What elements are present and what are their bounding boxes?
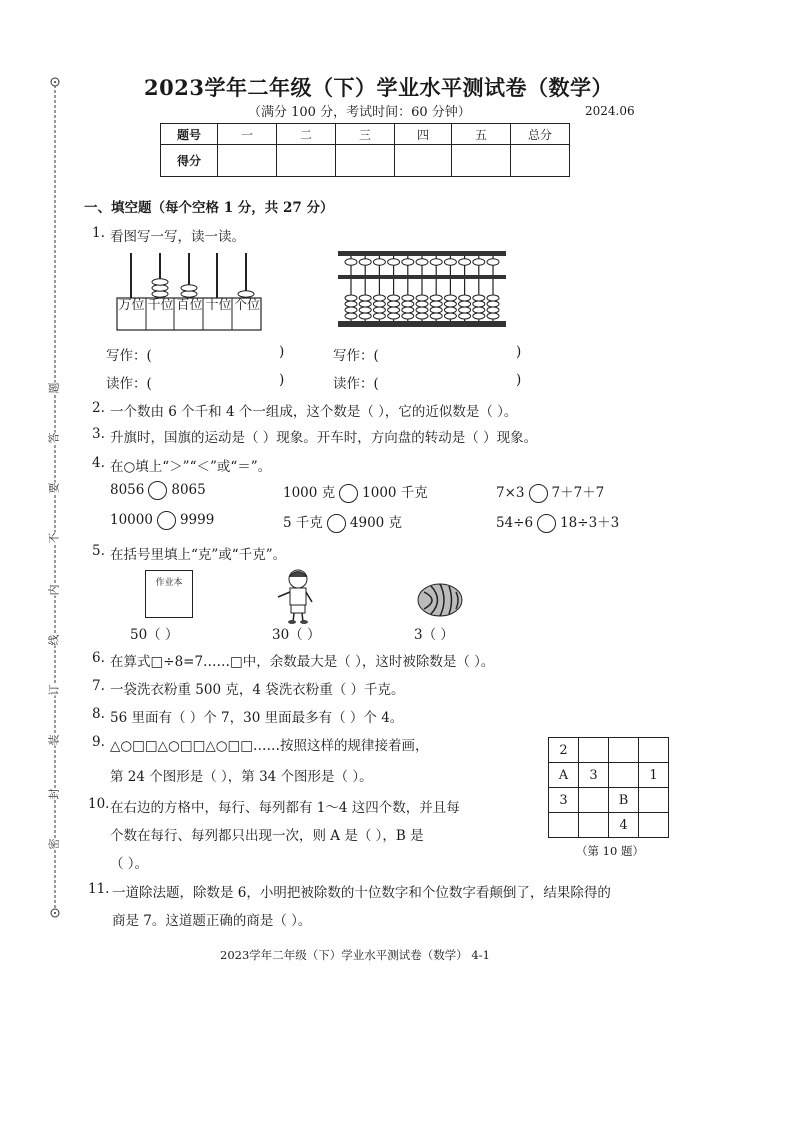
question-text: 个数在每行、每列都只出现一次，则 A 是（ ），B 是 bbox=[110, 828, 424, 844]
abacus-bead bbox=[388, 295, 400, 301]
abacus-bead bbox=[430, 301, 442, 307]
page-title: 2023学年二年级（下）学业水平测试卷（数学） bbox=[144, 75, 613, 100]
binding-char: 不 bbox=[47, 532, 61, 544]
abacus-bead bbox=[430, 259, 442, 265]
question-number: 5. bbox=[92, 543, 105, 559]
score-header-cell: 三 bbox=[336, 124, 395, 145]
abacus-bead bbox=[487, 295, 499, 301]
abacus-bead bbox=[487, 259, 499, 265]
compare-right: 1000 千克 bbox=[362, 485, 428, 501]
abacus-bead bbox=[359, 259, 371, 265]
score-field[interactable] bbox=[277, 145, 336, 177]
compare-left: 5 千克 bbox=[283, 515, 323, 531]
abacus-bead bbox=[402, 295, 414, 301]
abacus-bead bbox=[416, 313, 428, 319]
score-header-cell: 二 bbox=[277, 124, 336, 145]
abacus-bead bbox=[430, 295, 442, 301]
abacus-bead bbox=[345, 313, 357, 319]
binding-char: 线 bbox=[47, 634, 61, 646]
abacus-bead bbox=[487, 301, 499, 307]
score-header-cell: 四 bbox=[395, 124, 452, 145]
place-label: 千位 bbox=[147, 298, 174, 313]
score-field[interactable] bbox=[511, 145, 570, 177]
abacus-bead bbox=[345, 307, 357, 313]
question-text: 一个数由 6 个千和 4 个一组成，这个数是（ ），它的近似数是（ ）。 bbox=[110, 404, 518, 420]
binding-char: 订 bbox=[47, 684, 61, 696]
compare-item bbox=[496, 511, 619, 533]
notebook-image bbox=[145, 570, 193, 618]
score-row-label: 得分 bbox=[161, 145, 218, 177]
question-text: 商是 7。这道题正确的商是（ ）。 bbox=[112, 913, 312, 929]
abacus-bead bbox=[459, 307, 471, 313]
question-text: 在算式□÷8=7……□中，余数最大是（ ），这时被除数是（ ）。 bbox=[110, 654, 495, 670]
compare-left: 8056 bbox=[110, 482, 145, 498]
abacus-bead bbox=[416, 295, 428, 301]
grid-cell: 1 bbox=[639, 763, 669, 788]
compare-circle[interactable] bbox=[148, 481, 167, 500]
abacus-bead bbox=[402, 259, 414, 265]
question-text: 在○填上“＞”“＜”或“＝”。 bbox=[110, 459, 272, 475]
place-value-abacus bbox=[116, 250, 262, 334]
abacus-bead bbox=[416, 301, 428, 307]
bracket-close: ) bbox=[516, 372, 522, 388]
place-label: 个位 bbox=[233, 298, 260, 313]
abacus-bead bbox=[487, 313, 499, 319]
question-number: 10. bbox=[88, 796, 110, 812]
exam-date: 2024.06 bbox=[585, 104, 635, 118]
abacus-bead bbox=[402, 307, 414, 313]
compare-circle[interactable] bbox=[529, 484, 548, 503]
watermelon-image bbox=[416, 582, 464, 618]
compare-left: 1000 克 bbox=[283, 485, 336, 501]
question-number: 7. bbox=[92, 678, 105, 694]
page-footer: 2023学年二年级（下）学业水平测试卷（数学） 4-1 bbox=[220, 948, 490, 962]
question-text: 看图写一写，读一读。 bbox=[110, 229, 245, 245]
notebook-label: 作业本 bbox=[155, 578, 183, 588]
abacus-bead bbox=[373, 259, 385, 265]
abacus-bead bbox=[459, 301, 471, 307]
grid-caption: （第 10 题） bbox=[576, 844, 644, 858]
question-number: 3. bbox=[92, 426, 105, 442]
abacus-bead bbox=[444, 313, 456, 319]
abacus-bead bbox=[444, 307, 456, 313]
abacus-bead bbox=[459, 295, 471, 301]
question-number: 1. bbox=[92, 225, 105, 241]
question-text: 第 24 个图形是（ ），第 34 个图形是（ ）。 bbox=[110, 769, 373, 785]
abacus-bead bbox=[459, 313, 471, 319]
binding-char: 封 bbox=[47, 788, 61, 800]
question-text: 升旗时，国旗的运动是（ ）现象。开车时，方向盘的转动是（ ）现象。 bbox=[110, 430, 538, 446]
place-label: 百位 bbox=[176, 298, 203, 313]
abacus-bead bbox=[473, 313, 485, 319]
compare-circle[interactable] bbox=[327, 514, 346, 533]
write-label-right: 写作：( bbox=[333, 348, 379, 364]
score-header-cell: 五 bbox=[452, 124, 511, 145]
binding-char: 装 bbox=[47, 734, 61, 746]
abacus-bead bbox=[373, 301, 385, 307]
compare-item bbox=[283, 481, 428, 503]
binding-char: 题 bbox=[47, 382, 61, 394]
question-number: 9. bbox=[92, 734, 105, 750]
binding-char: 内 bbox=[47, 584, 61, 596]
fill-item: 3（ ） bbox=[414, 627, 454, 643]
abacus-bead bbox=[388, 307, 400, 313]
score-header-cell: 一 bbox=[218, 124, 277, 145]
abacus-bead bbox=[373, 313, 385, 319]
place-label: 十位 bbox=[205, 298, 232, 313]
compare-circle[interactable] bbox=[157, 511, 176, 530]
abacus-bead bbox=[416, 259, 428, 265]
abacus-bead bbox=[345, 295, 357, 301]
fill-item: 30（ ） bbox=[272, 627, 321, 643]
abacus-bead bbox=[345, 259, 357, 265]
grid-cell bbox=[609, 763, 639, 788]
question-text: （ ）。 bbox=[110, 856, 149, 872]
abacus-bead bbox=[345, 301, 357, 307]
question-number: 8. bbox=[92, 706, 105, 722]
abacus-bead bbox=[388, 301, 400, 307]
grid-cell bbox=[609, 738, 639, 763]
question-number: 4. bbox=[92, 455, 105, 471]
compare-item bbox=[496, 481, 604, 503]
grid-cell bbox=[579, 788, 609, 813]
abacus-bead bbox=[430, 307, 442, 313]
compare-circle[interactable] bbox=[339, 484, 358, 503]
score-field[interactable] bbox=[218, 145, 277, 177]
compare-right: 18÷3＋3 bbox=[560, 515, 620, 531]
abacus-bead bbox=[444, 301, 456, 307]
compare-left: 7×3 bbox=[496, 485, 525, 501]
abacus-bead bbox=[388, 259, 400, 265]
grid-cell: 4 bbox=[609, 813, 639, 838]
binding-char: 密 bbox=[47, 838, 61, 850]
compare-circle[interactable] bbox=[537, 514, 556, 533]
grid-cell: 2 bbox=[549, 738, 579, 763]
abacus-bead bbox=[388, 313, 400, 319]
abacus-bead bbox=[473, 259, 485, 265]
bead-abacus bbox=[336, 248, 508, 332]
question-text: 一袋洗衣粉重 500 克，4 袋洗衣粉重（ ）千克。 bbox=[110, 682, 405, 698]
fill-item: 50（ ） bbox=[130, 627, 179, 643]
grid-cell: B bbox=[609, 788, 639, 813]
abacus-bead bbox=[359, 307, 371, 313]
abacus-bead bbox=[359, 313, 371, 319]
question-text: 一道除法题，除数是 6，小明把被除数的十位数字和个位数字看颠倒了，结果除得的 bbox=[112, 885, 611, 901]
abacus-bead bbox=[373, 307, 385, 313]
boy-image bbox=[270, 566, 320, 624]
question-number: 11. bbox=[88, 881, 110, 897]
abacus-bead bbox=[359, 295, 371, 301]
grid-cell: 3 bbox=[579, 763, 609, 788]
compare-left: 54÷6 bbox=[496, 515, 534, 531]
question-text: 56 里面有（ ）个 7，30 里面最多有（ ）个 4。 bbox=[110, 710, 404, 726]
abacus-bead bbox=[359, 301, 371, 307]
place-label: 万位 bbox=[118, 298, 145, 313]
exam-subtitle: （满分 100 分，考试时间：60 分钟） bbox=[248, 105, 471, 120]
read-label-left: 读作：( bbox=[106, 376, 152, 392]
compare-right: 7＋7＋7 bbox=[551, 485, 605, 501]
grid-cell bbox=[579, 813, 609, 838]
compare-left: 10000 bbox=[110, 512, 153, 528]
compare-item bbox=[110, 481, 206, 500]
abacus-bead bbox=[473, 307, 485, 313]
compare-right: 9999 bbox=[179, 512, 215, 528]
question-number: 6. bbox=[92, 650, 105, 666]
grid-cell bbox=[639, 738, 669, 763]
abacus-bead bbox=[459, 259, 471, 265]
score-field[interactable] bbox=[395, 145, 452, 177]
grid-cell bbox=[579, 738, 609, 763]
grid-cell bbox=[639, 813, 669, 838]
abacus-bead bbox=[444, 259, 456, 265]
score-table bbox=[160, 123, 570, 177]
compare-right: 4900 克 bbox=[349, 515, 403, 531]
question-text: 在括号里填上“克”或“千克”。 bbox=[110, 547, 287, 563]
bracket-close: ) bbox=[279, 344, 285, 360]
score-field[interactable] bbox=[336, 145, 395, 177]
compare-item bbox=[110, 511, 214, 530]
question-text: 在右边的方格中，每行、每列都有 1～4 这四个数，并且每 bbox=[110, 800, 460, 816]
section-heading: 一、填空题（每个空格 1 分，共 27 分） bbox=[84, 200, 334, 216]
abacus-bead bbox=[473, 295, 485, 301]
question-number: 2. bbox=[92, 400, 105, 416]
grid-cell: 3 bbox=[549, 788, 579, 813]
abacus-bead bbox=[373, 295, 385, 301]
read-label-right: 读作：( bbox=[333, 376, 379, 392]
abacus-bead bbox=[444, 295, 456, 301]
compare-item bbox=[283, 511, 402, 533]
abacus-bead bbox=[487, 307, 499, 313]
score-field[interactable] bbox=[452, 145, 511, 177]
bracket-close: ) bbox=[279, 372, 285, 388]
abacus-bead bbox=[416, 307, 428, 313]
write-label-left: 写作：( bbox=[106, 348, 152, 364]
abacus-bead bbox=[402, 313, 414, 319]
question-text: △○□□△○□□△○□□……按照这样的规律接着画， bbox=[110, 738, 429, 754]
bracket-close: ) bbox=[516, 344, 522, 360]
compare-right: 8065 bbox=[171, 482, 206, 498]
binding-char: 答 bbox=[47, 432, 61, 444]
score-header-cell: 题号 bbox=[161, 124, 218, 145]
abacus-bead bbox=[473, 301, 485, 307]
binding-char: 要 bbox=[47, 482, 61, 494]
abacus-bead bbox=[430, 313, 442, 319]
grid-cell bbox=[549, 813, 579, 838]
score-header-cell: 总分 bbox=[511, 124, 570, 145]
grid-cell bbox=[639, 788, 669, 813]
abacus-bead bbox=[402, 301, 414, 307]
grid-cell: A bbox=[549, 763, 579, 788]
abacus-labels bbox=[117, 298, 261, 313]
number-grid bbox=[548, 737, 669, 838]
